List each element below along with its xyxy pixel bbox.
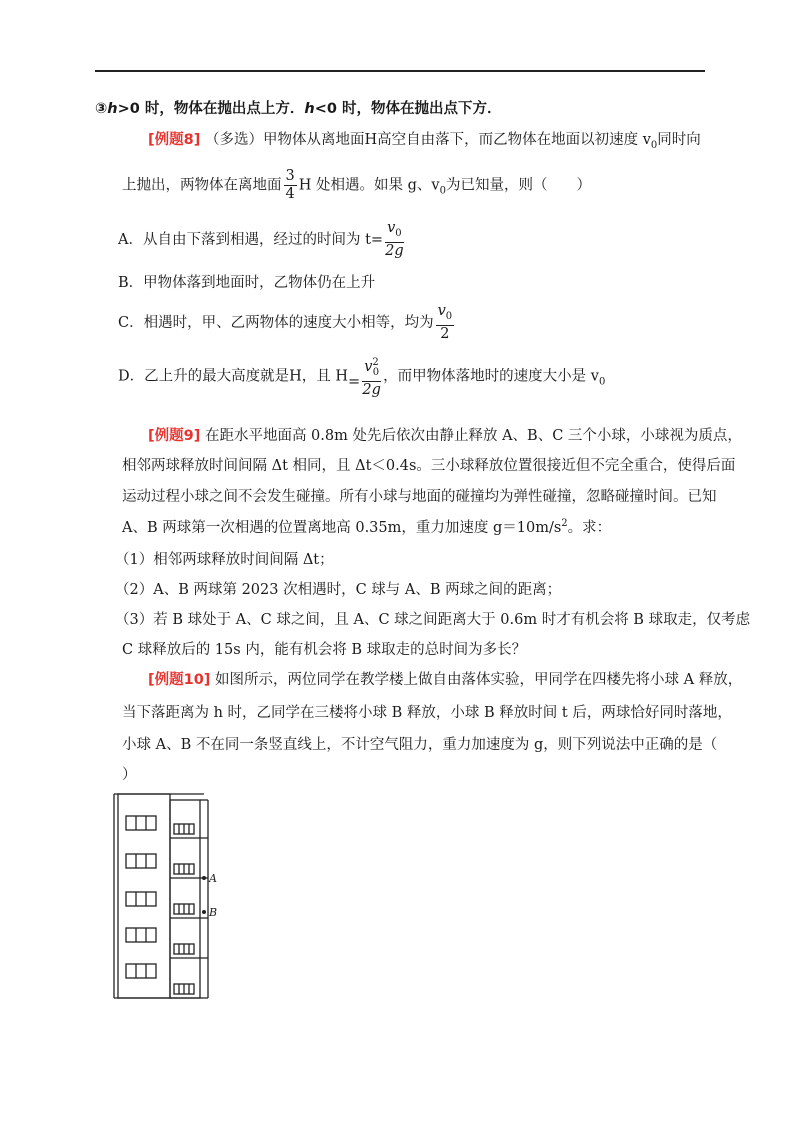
opt-c-num-sub: 0 [445,310,453,322]
ex9-line2: 相邻两球释放时间间隔 Δt 相同，且 Δt＜0.4s。三小球释放位置很接近但不完全重合，使得后面 [122,458,736,474]
ex9-question-1: （1）相邻两球释放时间间隔 Δt； [115,552,334,568]
opt-d-tail: ，而甲物体落地时的速度大小是 v [383,368,599,385]
note-text-2: <0 时，物体在抛出点下方． [314,101,502,117]
fraction-v0-2g [385,220,404,260]
ex8-option-a [118,220,406,260]
opt-d-den: 2g [362,381,381,398]
label-b: B [209,906,218,919]
ex8-option-b: B．甲物体落到地面时，乙物体仍在上升 [118,275,376,291]
ex8-line1-sub: 0 [650,139,658,151]
ex9-line3: 运动过程小球之间不会发生碰撞。所有小球与地面的碰撞均为弹性碰撞，忽略碰撞时间。已知 [122,489,717,505]
opt-d-tail-sub: 0 [598,376,606,388]
ex9-line4-end: 。求： [567,520,612,536]
ex8-line2-sub: 0 [439,185,446,197]
fraction-v0sq-2g [362,354,381,399]
ex9-line4 [122,516,611,537]
opt-d-num: v [364,358,373,375]
ball-b [202,910,206,914]
ex10-line2: 当下落距离为 h 时，乙同学在三楼将小球 B 释放，小球 B 释放时间 t 后，两球恰好同时落地， [122,705,732,721]
windows [126,816,156,978]
ex9-question-2: （2）A、B 两球第 2023 次相遇时，C 球与 A、B 两球之间的距离； [115,582,562,598]
ex10-tag: [例题10] [148,672,211,688]
stair-railings [174,824,194,994]
ex8-tag: [例题8] [148,132,201,148]
opt-a-num-sub: 0 [395,227,402,239]
header-rule [95,70,705,72]
ex9-question-3a: （3）若 B 球处于 A、C 球之间，且 A、C 球之间距离大于 0.6m 时才有机会将 B 球取走，仅考虑 [115,612,751,628]
ex10-line4: ） [122,767,137,783]
ex10-line3: 小球 A、B 不在同一条竖直线上，不计空气阻力，重力加速度为 g，则下列说法中正确的是（ [122,737,718,753]
note-text-1: >0 时，物体在抛出点上方． [117,101,305,117]
opt-a-den: 2g [385,242,404,259]
ex9-question-3b: C 球释放后的 15s 内，能有机会将 B 球取走的总时间为多长？ [122,642,527,658]
opt-d-text: D．乙上升的最大高度就是H，且 H [118,368,349,385]
frac-num: 3 [285,168,295,184]
ex10-line1-text: 如图所示，两位同学在教学楼上做自由落体实验，甲同学在四楼先将小球 A 释放， [215,672,743,688]
opt-d-num-sup: 2 [372,357,379,368]
note-symbol: ③ [95,101,108,117]
ex8-line2-c: 为已知量，则（ ） [445,177,591,194]
ex9-line1-text: 在距水平地面高 0.8m 处先后依次由静止释放 A、B、C 三个小球，小球视为质点， [204,428,742,444]
opt-c-text: C．相遇时，甲、乙两物体的速度大小相等，均为 [118,314,434,331]
opt-c-den: 2 [440,325,450,342]
ex9-line4-text: A、B 两球第一次相遇的位置离地高 0.35m，重力加速度 g＝10m/s [122,520,562,536]
opt-c-num: v [437,303,446,319]
ex8-line2-b: H 处相遇。如果 g、v [298,177,440,194]
label-a: A [209,872,217,885]
opt-a-text: A．从自由下落到相遇，经过的时间为 t= [118,231,384,248]
note-var-2: h [304,101,315,117]
opt-a-num: v [387,220,396,236]
opt-d-num-sub: 0 [372,366,380,378]
ex10-line1 [148,668,742,689]
ex8-option-d [118,354,605,399]
ex9-line1 [148,424,742,445]
ex8-line2 [122,168,591,203]
note-var: h [107,101,118,117]
ex8-line1-text: （多选）甲物体从离地面H高空自由落下，而乙物体在地面以初速度 v [204,132,651,148]
ex8-line1-end: 同时向 [657,132,701,148]
ex8-line1 [148,128,701,151]
fraction-v0-2 [436,303,455,343]
ex8-option-c [118,303,456,343]
opt-d-eq: = [348,374,361,391]
ex9-tag: [例题9] [148,428,201,444]
fraction-three-quarters [284,168,297,203]
ex9-line4-sup: 2 [561,518,568,530]
ex8-line2-a: 上抛出，两物体在离地面 [122,177,282,194]
frac-den: 4 [285,186,295,202]
note-line [95,97,502,118]
building-figure [110,788,240,1003]
ball-a [202,876,206,880]
